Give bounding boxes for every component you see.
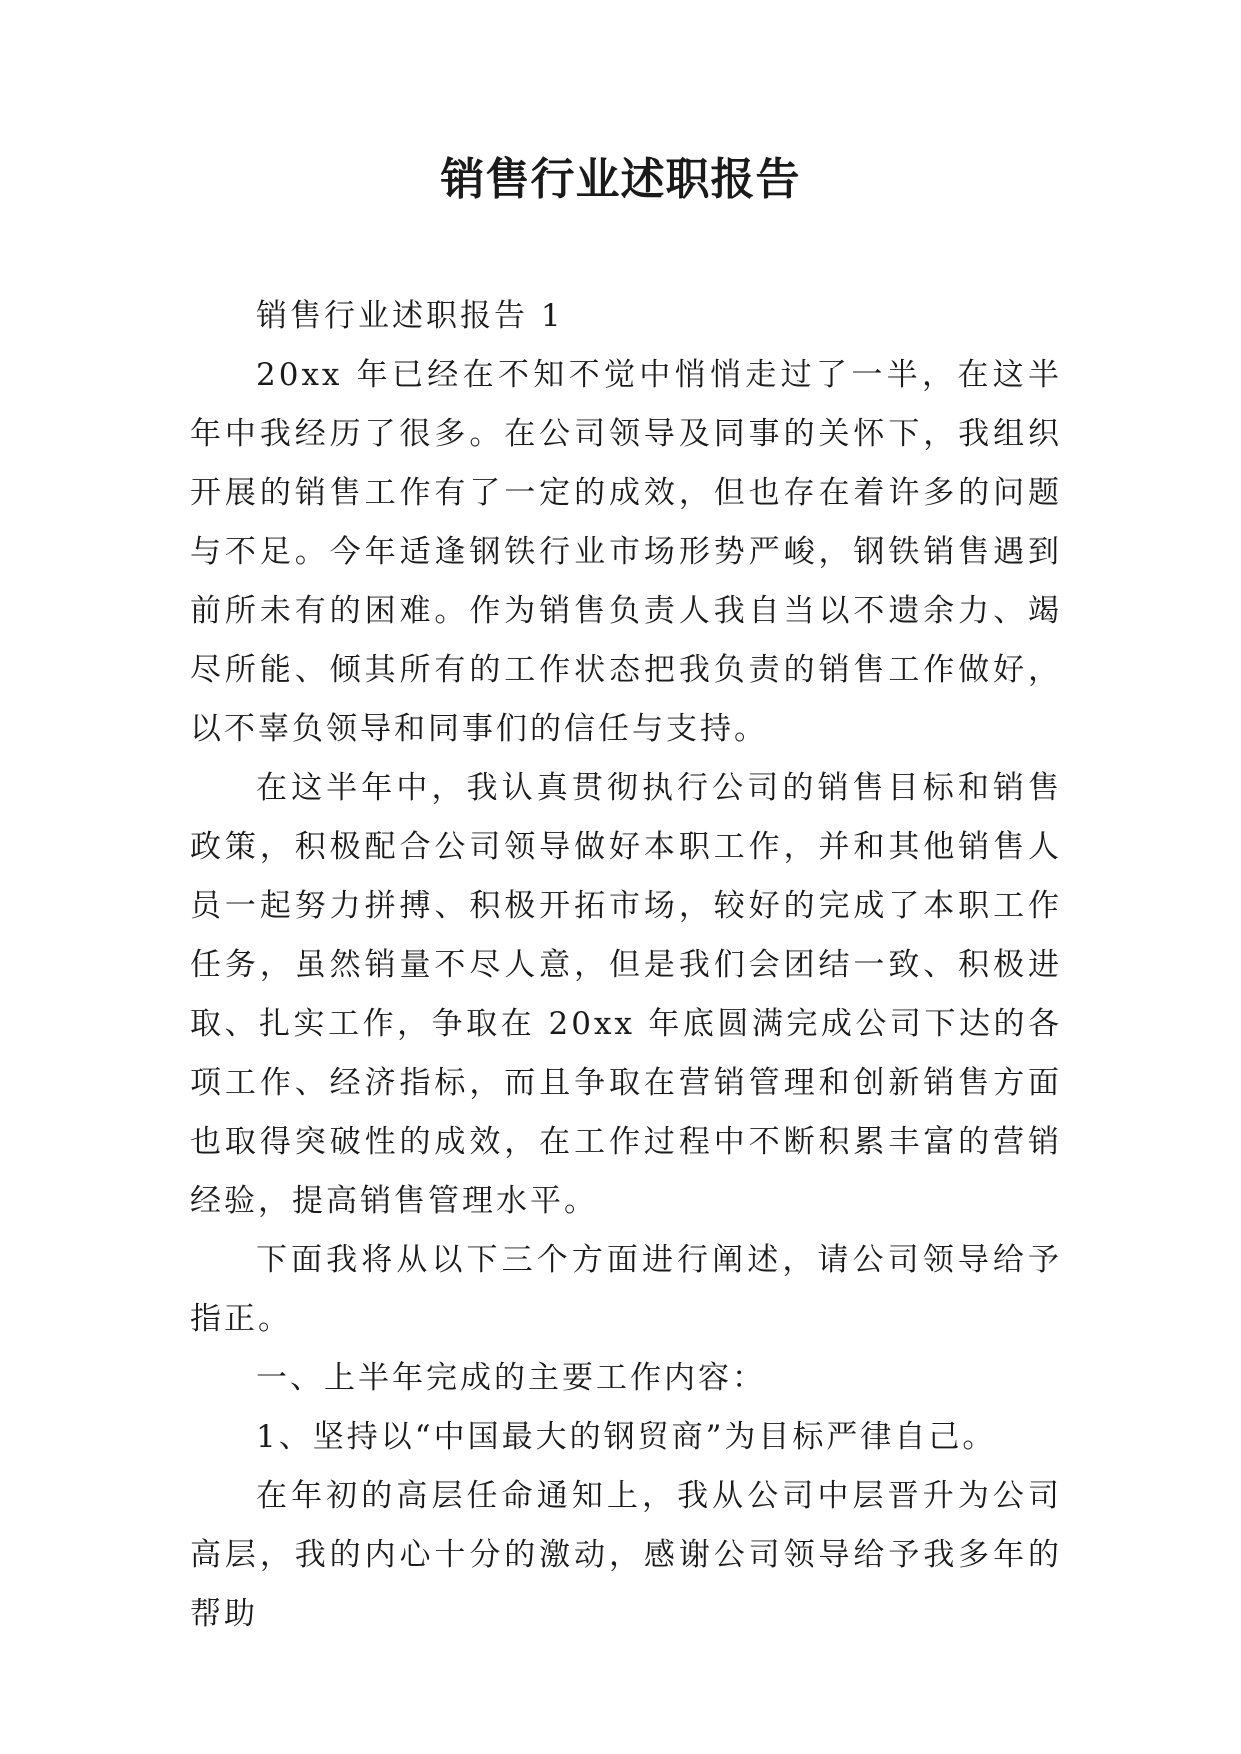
paragraph: 在年初的高层任命通知上，我从公司中层晋升为公司高层，我的内心十分的激动，感谢公司领导给予我多年的帮助 [190, 1478, 1062, 1632]
subheading: 一、上半年完成的主要工作内容： [256, 1360, 766, 1396]
document-title: 销售行业述职报告 [440, 154, 801, 205]
section-heading: 销售行业述职报告 1 [256, 298, 564, 334]
list-item: 1、坚持以“中国最大的钢贸商”为目标严律自己。 [256, 1419, 997, 1455]
paragraph: 20xx 年已经在不知不觉中悄悄走过了一半，在这半年中我经历了很多。在公司领导及同事的关怀下，我组织开展的销售工作有了一定的成效，但也存在着许多的问题与不足。今年适逢钢铁行业市场形势严峻，钢铁销售遇到前所未有的困难。作为销售负责人我自当以不遗余力、竭尽所能、倾其所有的工作状态把我负责的销售工作做好，以不辜负领导和同事们的信任与支持。 [190, 357, 1062, 747]
paragraph: 在这半年中，我认真贯彻执行公司的销售目标和销售政策，积极配合公司领导做好本职工作，并和其他销售人员一起努力拼搏、积极开拓市场，较好的完成了本职工作任务，虽然销量不尽人意，但是我们会团结一致、积极进取、扎实工作，争取在 20xx 年底圆满完成公司下达的各项工作、经济指标，而且争取在营销管理和创新销售方面也取得突破性的成效，在工作过程中不断积累丰富的营销经验，提高销售管理水平。 [190, 770, 1062, 1219]
document-body [190, 287, 1062, 1644]
paragraph: 下面我将从以下三个方面进行阐述，请公司领导给予指正。 [190, 1242, 1062, 1337]
